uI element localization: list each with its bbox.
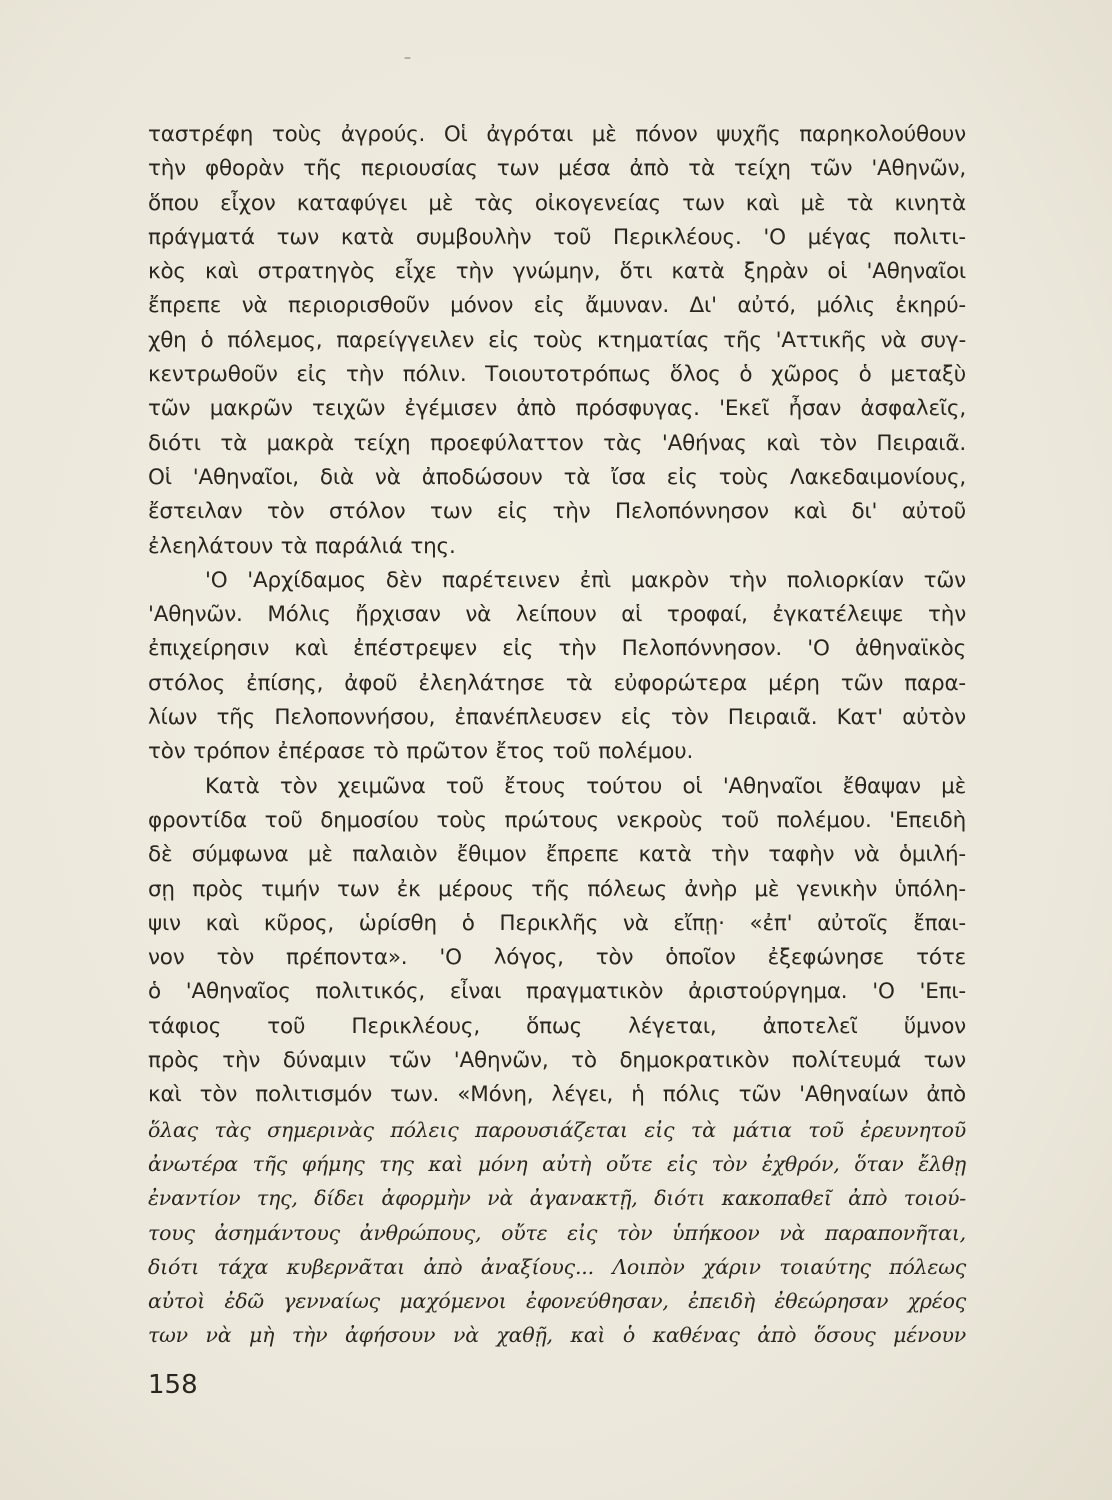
top-dash-mark: – (404, 50, 411, 66)
text-line: ἐναντίον της, δίδει ἀφορμὴν νὰ ἀγανακτῇ, διότι κακοπαθεῖ ἀπὸ τοιού- (148, 1186, 966, 1211)
text-line: ὅλας τὰς σημερινὰς πόλεις παρουσιάζεται εἰς τὰ μάτια τοῦ ἐρευνητοῦ (148, 1117, 966, 1142)
text-line: κὸς καὶ στρατηγὸς εἶχε τὴν γνώμην, ὅτι κατὰ ξηρὰν οἱ 'Αθηναῖοι (148, 259, 966, 285)
text-line: σῃ πρὸς τιμήν των ἐκ μέρους τῆς πόλεως ἀνὴρ μὲ γενικὴν ὑπόλη- (148, 876, 966, 902)
text-line: διότι τάχα κυβερνᾶται ἀπὸ ἀναξίους... Λοιπὸν χάριν τοιαύτης πόλεως (148, 1254, 966, 1279)
text-line: πράγματά των κατὰ συμβουλὴν τοῦ Περικλέους. 'Ο μέγας πολιτι- (148, 224, 966, 250)
text-line: Κατὰ τὸν χειμῶνα τοῦ ἔτους τούτου οἱ 'Αθηναῖοι ἔθαψαν μὲ (205, 773, 966, 799)
text-line: κεντρωθοῦν εἰς τὴν πόλιν. Τοιουτοτρόπως ὅλος ὁ χῶρος ὁ μεταξὺ (148, 362, 966, 388)
text-line: ὁ 'Αθηναῖος πολιτικός, εἶναι πραγματικὸν ἀριστούργημα. 'Ο 'Επι- (148, 979, 966, 1005)
text-line: τάφιος τοῦ Περικλέους, ὅπως λέγεται, ἀποτελεῖ ὕμνον (148, 1013, 966, 1039)
text-line: ἔπρεπε νὰ περιορισθοῦν μόνον εἰς ἄμυναν. Δι' αὐτό, μόλις ἐκηρύ- (148, 293, 966, 319)
text-line: ἔστειλαν τὸν στόλον των εἰς τὴν Πελοπόννησον καὶ δι' αὐτοῦ (148, 499, 966, 525)
text-line: δὲ σύμφωνα μὲ παλαιὸν ἔθιμον ἔπρεπε κατὰ τὴν ταφὴν νὰ ὁμιλή- (148, 842, 966, 868)
text-line: ἐπιχείρησιν καὶ ἐπέστρεψεν εἰς τὴν Πελοπόννησον. 'Ο ἀθηναϊκὸς (148, 636, 966, 662)
text-line: ἀνωτέρα τῆς φήμης της καὶ μόνη αὐτὴ οὔτε εἰς τὸν ἐχθρόν, ὅταν ἔλθῃ (148, 1151, 966, 1176)
text-line: τους ἀσημάντους ἀνθρώπους, οὔτε εἰς τὸν ὑπήκοον νὰ παραπονῆται, (148, 1220, 966, 1245)
text-line: 'Αθηνῶν. Μόλις ἤρχισαν νὰ λείπουν αἱ τροφαί, ἐγκατέλειψε τὴν (148, 602, 966, 628)
text-line: αὐτοὶ ἐδῶ γενναίως μαχόμενοι ἐφονεύθησαν, ἐπειδὴ ἐθεώρησαν χρέος (148, 1289, 966, 1314)
text-line: φροντίδα τοῦ δημοσίου τοὺς πρώτους νεκροὺς τοῦ πολέμου. 'Επειδὴ (148, 807, 966, 833)
text-line: λίων τῆς Πελοποννήσου, ἐπανέπλευσεν εἰς τὸν Πειραιᾶ. Κατ' αὐτὸν (148, 705, 966, 731)
text-line: τὴν φθορὰν τῆς περιουσίας των μέσα ἀπὸ τὰ τείχη τῶν 'Αθηνῶν, (148, 156, 966, 182)
text-line: στόλος ἐπίσης, ἀφοῦ ἐλεηλάτησε τὰ εὐφορώτερα μέρη τῶν παρα- (148, 670, 966, 696)
text-line: καὶ τὸν πολιτισμόν των. «Μόνη, λέγει, ἡ πόλις τῶν 'Αθηναίων ἀπὸ (148, 1082, 966, 1108)
text-line: ἐλεηλάτουν τὰ παράλιά της. (148, 533, 456, 559)
text-line: 'Ο 'Αρχίδαμος δὲν παρέτεινεν ἐπὶ μακρὸν τὴν πολιορκίαν τῶν (205, 567, 966, 593)
text-line: ταστρέφη τοὺς ἀγρούς. Οἱ ἀγρόται μὲ πόνον ψυχῆς παρηκολούθουν (148, 122, 966, 147)
text-line: ψιν καὶ κῦρος, ὡρίσθη ὁ Περικλῆς νὰ εἴπῃ· «ἐπ' αὐτοῖς ἔπαι- (148, 910, 966, 936)
text-line: των νὰ μὴ τὴν ἀφήσουν νὰ χαθῇ, καὶ ὁ καθένας ἀπὸ ὅσους μένουν (148, 1323, 966, 1348)
text-line: χθη ὁ πόλεμος, παρείγγειλεν εἰς τοὺς κτηματίας τῆς 'Αττικῆς νὰ συγ- (148, 327, 966, 353)
text-line: ὅπου εἶχον καταφύγει μὲ τὰς οἰκογενείας των καὶ μὲ τὰ κινητὰ (148, 190, 966, 216)
text-line: διότι τὰ μακρὰ τείχη προεφύλαττον τὰς 'Αθήνας καὶ τὸν Πειραιᾶ. (148, 430, 966, 456)
text-line: τὸν τρόπον ἐπέρασε τὸ πρῶτον ἔτος τοῦ πολέμου. (148, 739, 694, 765)
text-line: νον τὸν πρέποντα». 'Ο λόγος, τὸν ὁποῖον ἐξεφώνησε τότε (148, 945, 966, 971)
text-line: Οἱ 'Αθηναῖοι, διὰ νὰ ἀποδώσουν τὰ ἴσα εἰς τοὺς Λακεδαιμονίους, (148, 464, 966, 490)
text-line: πρὸς τὴν δύναμιν τῶν 'Αθηνῶν, τὸ δημοκρατικὸν πολίτευμά των (148, 1048, 966, 1074)
text-line: τῶν μακρῶν τειχῶν ἐγέμισεν ἀπὸ πρόσφυγας. 'Εκεῖ ἦσαν ἀσφαλεῖς, (148, 396, 966, 422)
body-text (148, 118, 966, 1353)
page-number: 158 (148, 1370, 198, 1400)
